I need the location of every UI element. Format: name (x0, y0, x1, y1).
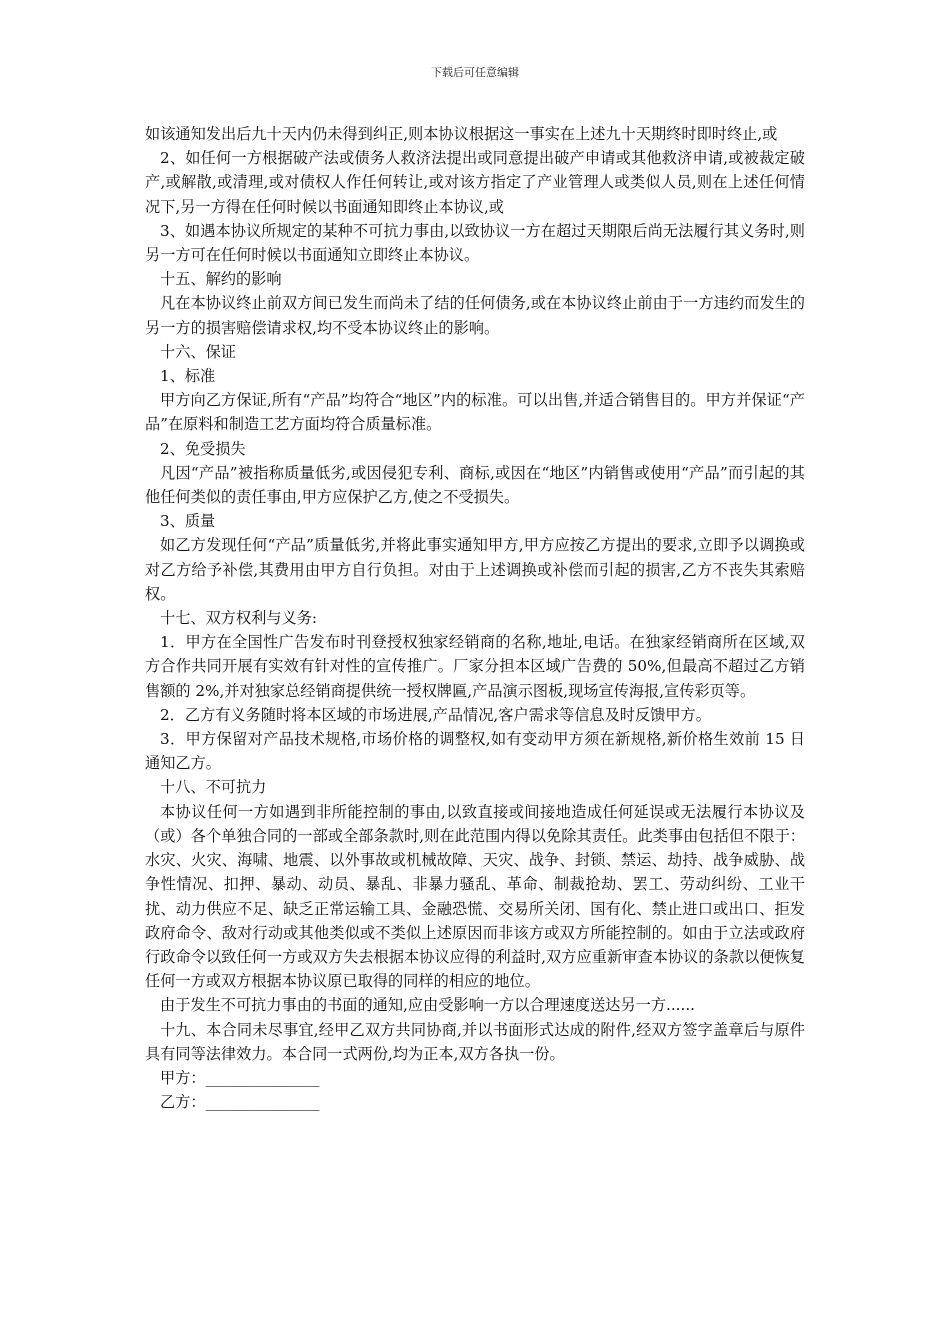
paragraph: 十六、保证 (160, 342, 236, 361)
paragraph: 十七、双方权利与义务: (160, 609, 317, 628)
paragraph: 由于发生不可抗力事由的书面的通知,应由受影响一方以合理速度送达另一方...... (160, 996, 695, 1015)
page-header: 下载后可任意编辑 (431, 66, 519, 79)
paragraph: 2．乙方有义务随时将本区域的市场进展,产品情况,客户需求等信息及时反馈甲方。 (160, 705, 711, 724)
paragraph: 2、免受损失 (160, 439, 246, 458)
paragraph: 3、质量 (160, 512, 216, 531)
document-body (145, 122, 805, 1114)
paragraph: 凡在本协议终止前双方间已发生而尚未了结的任何债务,或在本协议终止前由于一方违约而发生的另一方的损害赔偿请求权,均不受本协议终止的影响。 (145, 294, 805, 337)
paragraph: 3．甲方保留对产品技术规格,市场价格的调整权,如有变动甲方须在新规格,新价格生效前 15 日通知乙方。 (145, 730, 805, 773)
paragraph: 十五、解约的影响 (160, 270, 282, 289)
paragraph: 1、标准 (160, 367, 216, 386)
paragraph: 1．甲方在全国性广告发布时刊登授权独家经销商的名称,地址,电话。在独家经销商所在区域,双方合作共同开展有实效有针对性的宣传推广。厂家分担本区域广告费的 50%,但最高不超过乙方销售额的 2%,并对独家总经销商提供统一授权牌匾,产品演示图板,现场宣传海报,宣传彩页等。 (145, 633, 805, 700)
paragraph: 3、如遇本协议所规定的某种不可抗力事由,以致协议一方在超过天期限后尚无法履行其义务时,则另一方可在任何时候以书面通知立即终止本协议。 (145, 221, 805, 265)
paragraph: 凡因“产品”被指称质量低劣,或因侵犯专利、商标,或因在“地区”内销售或使用“产品”而引起的其他任何类似的责任事由,甲方应保护乙方,使之不受损失。 (145, 463, 805, 507)
paragraph: 如乙方发现任何“产品”质量低劣,并将此事实通知甲方,甲方应按乙方提出的要求,立即予以调换或对乙方给予补偿,其费用由甲方自行负担。对由于上述调换或补偿而引起的损害,乙方不丧失其索赔权。 (145, 536, 805, 603)
paragraph: 如该通知发出后九十天内仍未得到纠正,则本协议根据这一事实在上述九十天期终时即时终止,或 (145, 125, 778, 143)
paragraph: 甲方向乙方保证,所有“产品”均符合“地区”内的标准。可以出售,并适合销售目的。甲方并保证“产品”在原料和制造工艺方面均符合质量标准。 (145, 391, 805, 434)
paragraph: 2、如任何一方根据破产法或债务人救济法提出或同意提出破产申请或其他救济申请,或被裁定破产,或解散,或清理,或对债权人作任何转让,或对该方指定了产业管理人或类似人员,则在上述任何情况下,另一方得在任何时候以书面通知即终止本协议,或 (145, 149, 805, 216)
paragraph: 十八、不可抗力 (160, 778, 267, 797)
paragraph: 甲方：_______________ (160, 1068, 320, 1087)
paragraph: 乙方：_______________ (160, 1093, 320, 1112)
paragraph: 本协议任何一方如遇到非所能控制的事由,以致直接或间接地造成任何延误或无法履行本协议及（或）各个单独合同的一部或全部条款时,则在此范围内得以免除其责任。此类事由包括但不限于：水灾、火灾、海啸、地震、以外事故或机械故障、天灾、战争、封锁、禁运、劫持、战争威胁、战争性情况、扣押、暴动、动员、暴乱、非暴力骚乱、革命、制裁抢劫、罢工、劳动纠纷、工业干扰、动力供应不足、缺乏正常运输工具、金融恐慌、交易所关闭、国有化、禁止进口或出口、拒发政府命令、敌对行动或其他类似或不类似上述原因而非该方或双方所能控制的。如由于立法或政府行政命令以致任何一方或双方失去根据本协议应得的利益时,双方应重新审查本协议的条款以便恢复任何一方或双方根据本协议原已取得的同样的相应的地位。 (145, 802, 805, 991)
paragraph: 十九、本合同未尽事宜,经甲乙双方共同协商,并以书面形式达成的附件,经双方签字盖章后与原件具有同等法律效力。本合同一式两份,均为正本,双方各执一份。 (145, 1020, 805, 1063)
